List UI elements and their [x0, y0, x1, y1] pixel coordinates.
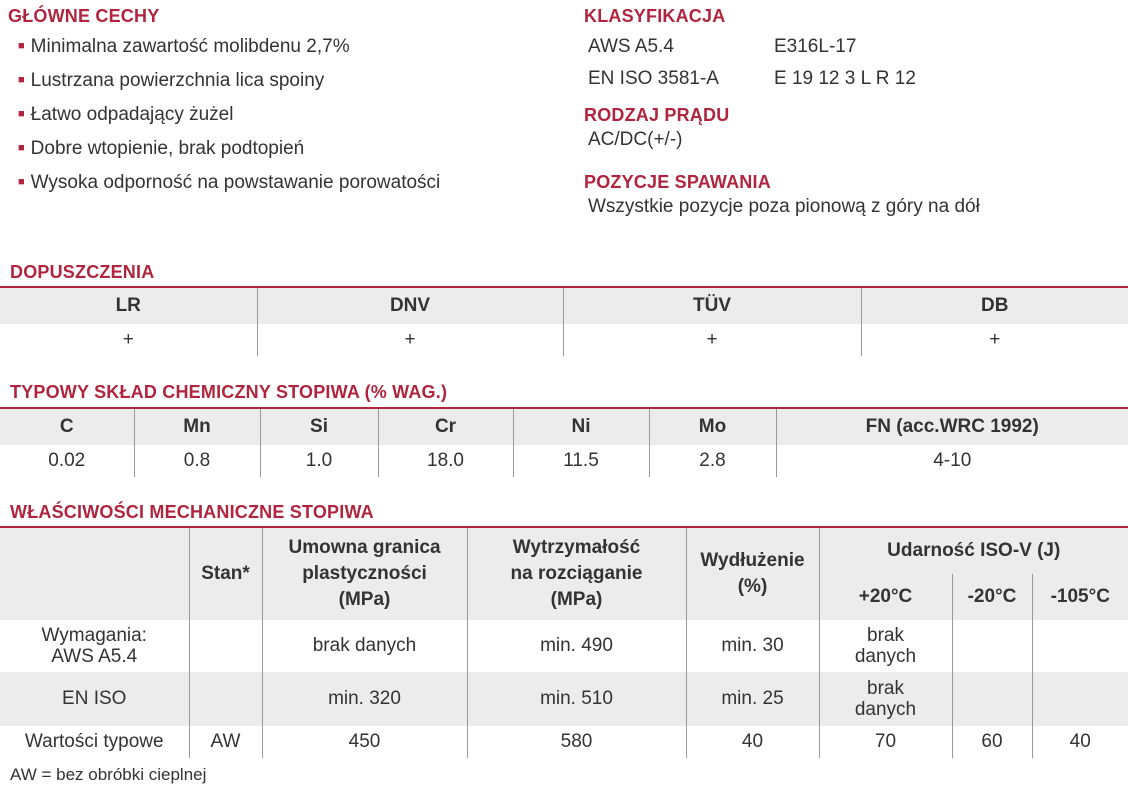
- approval-header: TÜV: [563, 287, 861, 324]
- approval-header: LR: [0, 287, 257, 324]
- element-value: 2.8: [649, 445, 776, 477]
- elongation-cell: 40: [686, 726, 819, 758]
- element-value: 4-10: [776, 445, 1128, 477]
- table-header-row: [0, 408, 1128, 445]
- square-bullet-icon: ■: [18, 108, 25, 120]
- state-cell: [189, 620, 262, 672]
- elongation-header: Wydłużenie (%): [686, 527, 819, 620]
- positions-title: POZYCJE SPAWANIA: [584, 172, 771, 192]
- impact-cell: 60: [952, 726, 1032, 758]
- element-header: FN (acc.WRC 1992): [776, 408, 1128, 445]
- square-bullet-icon: ■: [18, 40, 25, 52]
- list-item: ■ Dobre wtopienie, brak podtopień: [18, 138, 305, 159]
- temp-header: +20°C: [819, 574, 952, 620]
- element-header: Mn: [134, 408, 260, 445]
- approvals-title: DOPUSZCZENIA: [10, 262, 155, 282]
- impact-cell: [952, 672, 1032, 726]
- square-bullet-icon: ■: [18, 142, 25, 154]
- classification-title: KLASYFIKACJA: [584, 6, 726, 26]
- list-item: ■ Wysoka odporność na powstawanie porowatości: [18, 172, 441, 193]
- square-bullet-icon: ■: [18, 176, 25, 188]
- current-value: AC/DC(+/-): [588, 129, 683, 150]
- list-item: ■ Łatwo odpadający żużel: [18, 104, 234, 125]
- table-header-row: [0, 527, 1128, 574]
- chemical-title: TYPOWY SKŁAD CHEMICZNY STOPIWA (% WAG.): [10, 382, 448, 402]
- element-header: Mo: [649, 408, 776, 445]
- tensile-cell: 580: [467, 726, 686, 758]
- element-header: Cr: [378, 408, 513, 445]
- elongation-cell: min. 30: [686, 620, 819, 672]
- approval-header: DNV: [257, 287, 563, 324]
- approval-value: +: [257, 324, 563, 356]
- table-row: [0, 445, 1128, 477]
- table-row: [0, 726, 1128, 758]
- row-label: Wartości typowe: [24, 731, 164, 752]
- mechanical-table: [0, 526, 1128, 758]
- impact-header: Udarność ISO-V (J): [819, 527, 1128, 574]
- state-header: Stan*: [189, 527, 262, 620]
- element-value: 18.0: [378, 445, 513, 477]
- impact-cell: brak danych: [819, 672, 952, 726]
- classification-standard: AWS A5.4: [588, 36, 674, 57]
- row-label: Wymagania: AWS A5.4: [41, 625, 147, 667]
- classification-value: E 19 12 3 L R 12: [774, 68, 916, 89]
- classification-grid: [588, 31, 1124, 95]
- approval-value: +: [122, 329, 134, 350]
- current-title: RODZAJ PRĄDU: [584, 105, 730, 125]
- element-value: 11.5: [513, 445, 649, 477]
- element-header: Ni: [513, 408, 649, 445]
- mechanical-title: WŁAŚCIWOŚCI MECHANICZNE STOPIWA: [10, 502, 374, 522]
- positions-value: Wszystkie pozycje poza pionową z góry na dół: [588, 196, 980, 217]
- temp-header: -105°C: [1032, 574, 1128, 620]
- list-item: ■ Lustrzana powierzchnia lica spoiny: [18, 70, 325, 91]
- tensile-header: Wytrzymałość na rozciąganie (MPa): [467, 527, 686, 620]
- impact-cell: 40: [1032, 726, 1128, 758]
- yield-cell: min. 320: [262, 672, 467, 726]
- table-row: [0, 672, 1128, 726]
- element-header: Si: [260, 408, 378, 445]
- impact-cell: 70: [819, 726, 952, 758]
- impact-cell: [952, 620, 1032, 672]
- right-column: [584, 6, 1124, 221]
- elongation-cell: min. 25: [686, 672, 819, 726]
- tensile-cell: min. 510: [467, 672, 686, 726]
- classification-value: E316L-17: [774, 36, 857, 57]
- features-section: [8, 6, 440, 201]
- features-title: GŁÓWNE CECHY: [8, 6, 160, 26]
- approval-header: DB: [861, 287, 1128, 324]
- row-label: EN ISO: [0, 672, 189, 726]
- classification-standard: EN ISO 3581-A: [588, 68, 719, 89]
- element-value: 0.8: [134, 445, 260, 477]
- chemical-table: [0, 407, 1128, 477]
- list-item: ■ Minimalna zawartość molibdenu 2,7%: [18, 36, 350, 57]
- footnote: AW = bez obróbki cieplnej: [10, 765, 207, 784]
- yield-cell: 450: [262, 726, 467, 758]
- table-row: [0, 324, 1128, 356]
- temp-header: -20°C: [952, 574, 1032, 620]
- tensile-cell: min. 490: [467, 620, 686, 672]
- impact-cell: [1032, 672, 1128, 726]
- yield-cell: brak danych: [262, 620, 467, 672]
- approvals-table: [0, 286, 1128, 356]
- table-row: [0, 620, 1128, 672]
- element-value: 1.0: [260, 445, 378, 477]
- element-header: C: [0, 408, 134, 445]
- impact-cell: [1032, 620, 1128, 672]
- table-header-row: [0, 287, 1128, 324]
- element-value: 0.02: [48, 450, 86, 471]
- impact-cell: brak danych: [819, 620, 952, 672]
- empty-header: [0, 527, 189, 620]
- approval-value: +: [563, 324, 861, 356]
- state-cell: [189, 672, 262, 726]
- features-list: [8, 31, 440, 201]
- square-bullet-icon: ■: [18, 74, 25, 86]
- state-cell: AW: [189, 726, 262, 758]
- yield-header: Umowna granica plastyczności (MPa): [262, 527, 467, 620]
- approval-value: +: [861, 324, 1128, 356]
